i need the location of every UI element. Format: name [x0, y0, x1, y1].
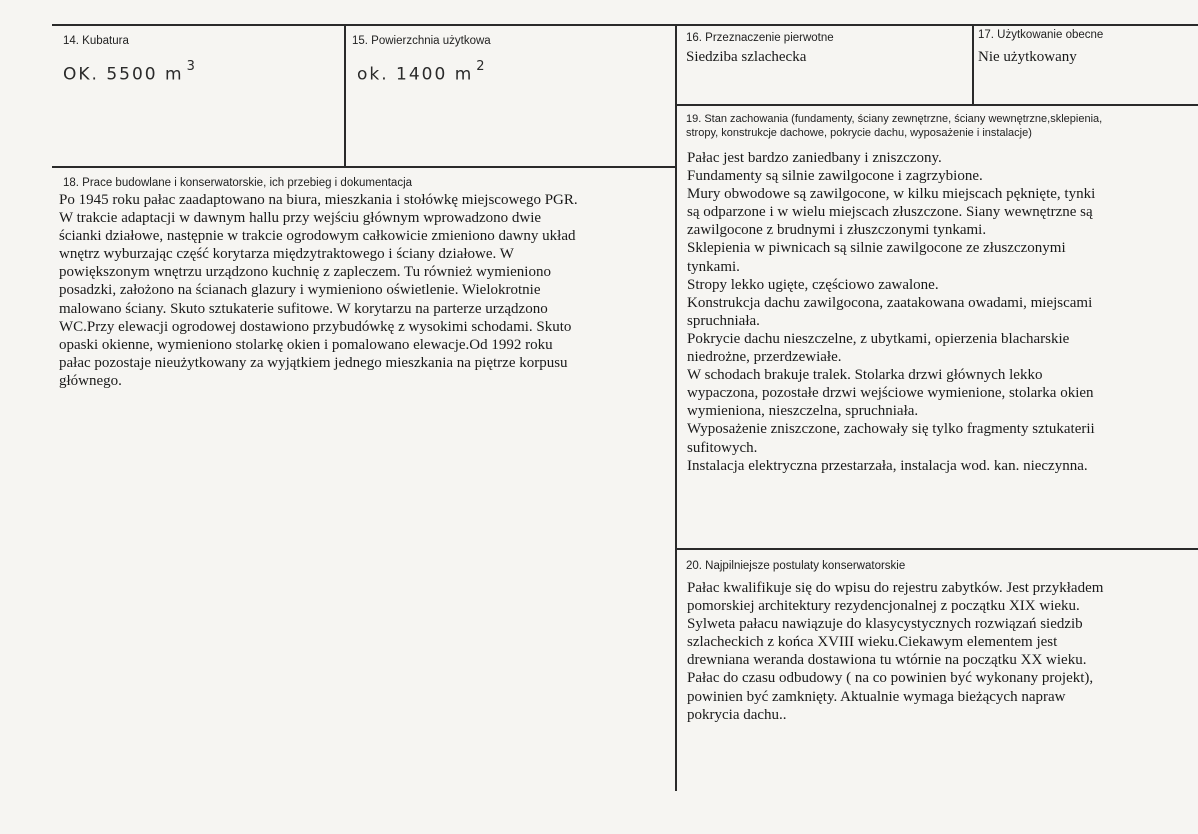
b18-line: W trakcie adaptacji w dawnym hallu przy wejściu głównym wprowadzono dwie	[59, 210, 542, 227]
b18-line: malowano ściany. Skuto sztukaterie sufitowe. W korytarzu na parterze urządzono	[59, 300, 548, 317]
b18-line: Po 1945 roku pałac zaadaptowano na biura, mieszkania i stołówkę miejscowego PGR.	[59, 192, 578, 208]
b20-line: drewniana weranda dostawiona tu wtórnie na początku XX wieku.	[687, 652, 1087, 669]
b20-line: Sylweta pałacu nawiązuje do klasycystycznych rozwiązań siedzib	[687, 616, 1083, 633]
b19-line: Konstrukcja dachu zawilgocona, zaatakowana owadami, miejscami	[687, 294, 1093, 311]
b20-line: pokrycia dachu..	[687, 706, 787, 723]
b19-line: Stropy lekko ugięte, częściowo zawalone.	[687, 276, 939, 293]
b20-line: Pałac kwalifikuje się do wpisu do rejestru zabytków. Jest przykładem	[687, 580, 1104, 596]
kubatura-unit-exponent: 3	[186, 59, 197, 74]
b18-line: ścianki działowe, następnie w trakcie ogrodowym całkowicie zmieniono dawny układ	[59, 228, 576, 245]
b18-line: WC.Przy elewacji ogrodowej dostawiono przybudówkę z wysokimi schodami. Skuto	[59, 318, 572, 335]
box-20-label: 20. Najpilniejsze postulaty konserwatorskie	[686, 560, 906, 572]
b19-line: Wyposażenie zniszczone, zachowały się tylko fragmenty sztukaterii	[687, 421, 1095, 438]
line-below-14-15	[52, 166, 676, 168]
b19-line: wypaczona, pozostałe drzwi wejściowe wymienione, stolarka okien	[687, 385, 1094, 402]
b18-line: posadzki, założono na ścianach glazury i wymieniono oświetlenie. Wielokrotnie	[59, 282, 541, 299]
box-15-label: 15. Powierzchnia użytkowa	[352, 35, 491, 47]
b19-line: niedrożne, przerdzewiałe.	[687, 349, 842, 366]
b19-line: wymieniona, nieszczelna, spruchniała.	[687, 403, 919, 420]
box-19-label-line1: 19. Stan zachowania (fundamenty, ściany zewnętrzne, ściany wewnętrzne,sklepienia,	[686, 113, 1103, 125]
box-19-text	[687, 149, 1192, 475]
box-17-label: 17. Użytkowanie obecne	[978, 29, 1104, 41]
powierzchnia-unit-exponent: 2	[476, 59, 487, 74]
line-below-19	[675, 548, 1198, 550]
divider-14-15	[344, 24, 346, 166]
b19-line: Sklepienia w piwnicach są silnie zawilgocone ze złuszczonymi	[687, 240, 1066, 257]
box-18-label: 18. Prace budowlane i konserwatorskie, ich przebieg i dokumentacja	[63, 177, 413, 189]
top-border	[52, 24, 1198, 26]
b20-line: powinien być zamknięty. Aktualnie wymaga bieżących napraw	[687, 688, 1066, 705]
box-14-value	[63, 59, 197, 85]
b19-line: W schodach brakuje tralek. Stolarka drzwi głównych lekko	[687, 367, 1043, 384]
box-19-label-line2: stropy, konstrukcje dachowe, pokrycie dachu, wyposażenie i instalacje)	[686, 127, 1032, 139]
powierzchnia-value: ok. 1400 m	[357, 64, 474, 85]
b19-line: Mury obwodowe są zawilgocone, w kilku miejscach pęknięte, tynki	[687, 186, 1096, 203]
b18-line: wnętrz wyburzając część korytarza międzytraktowego i ściany działowe. W	[59, 246, 514, 263]
box-20-text	[687, 579, 1192, 724]
divider-16-17	[972, 24, 974, 104]
b20-line: szlacheckich z końca XVIII wieku.Ciekawym elementem jest	[687, 634, 1058, 651]
divider-left-right	[675, 24, 677, 791]
b19-line: sufitowych.	[687, 439, 758, 456]
box-14-label: 14. Kubatura	[63, 35, 129, 47]
b18-line: pałac pozostaje nieużytkowany za wyjątkiem jednego mieszkania na piętrze korpusu	[59, 354, 568, 371]
b20-line: pomorskiej architektury rezydencjonalnej z początku XIX wieku.	[687, 598, 1080, 615]
b19-line: Pałac jest bardzo zaniedbany i zniszczony.	[687, 150, 942, 166]
b19-line: tynkami.	[687, 258, 740, 275]
b19-line: są odparzone i w wielu miejscach złuszczone. Siany wewnętrzne są	[687, 204, 1093, 221]
b18-line: powiększonym wnętrzu urządzono kuchnię z zapleczem. Tu również wymieniono	[59, 264, 551, 281]
box-16-label: 16. Przeznaczenie pierwotne	[686, 32, 834, 44]
box-17-value: Nie użytkowany	[978, 49, 1077, 65]
b19-line: Fundamenty są silnie zawilgocone i zagrzybione.	[687, 168, 983, 185]
b19-line: zawilgocone z brudnymi i złuszczonymi tynkami.	[687, 222, 987, 239]
box-16-value: Siedziba szlachecka	[686, 49, 807, 65]
box-18-text	[59, 191, 669, 390]
b18-line: głównego.	[59, 372, 122, 389]
line-below-16-17	[675, 104, 1198, 106]
b19-line: Pokrycie dachu nieszczelne, z ubytkami, opierzenia blacharskie	[687, 330, 1070, 347]
b19-line: Instalacja elektryczna przestarzała, instalacja wod. kan. nieczynna.	[687, 457, 1088, 474]
b20-line: Pałac do czasu odbudowy ( na co powinien być wykonany projekt),	[687, 670, 1094, 687]
b18-line: opaski okienne, wymieniono stolarkę okien i pomalowano elewacje.Od 1992 roku	[59, 336, 553, 353]
box-15-value	[357, 59, 487, 85]
b19-line: spruchniała.	[687, 312, 760, 329]
kubatura-value: OK. 5500 m	[63, 64, 184, 85]
